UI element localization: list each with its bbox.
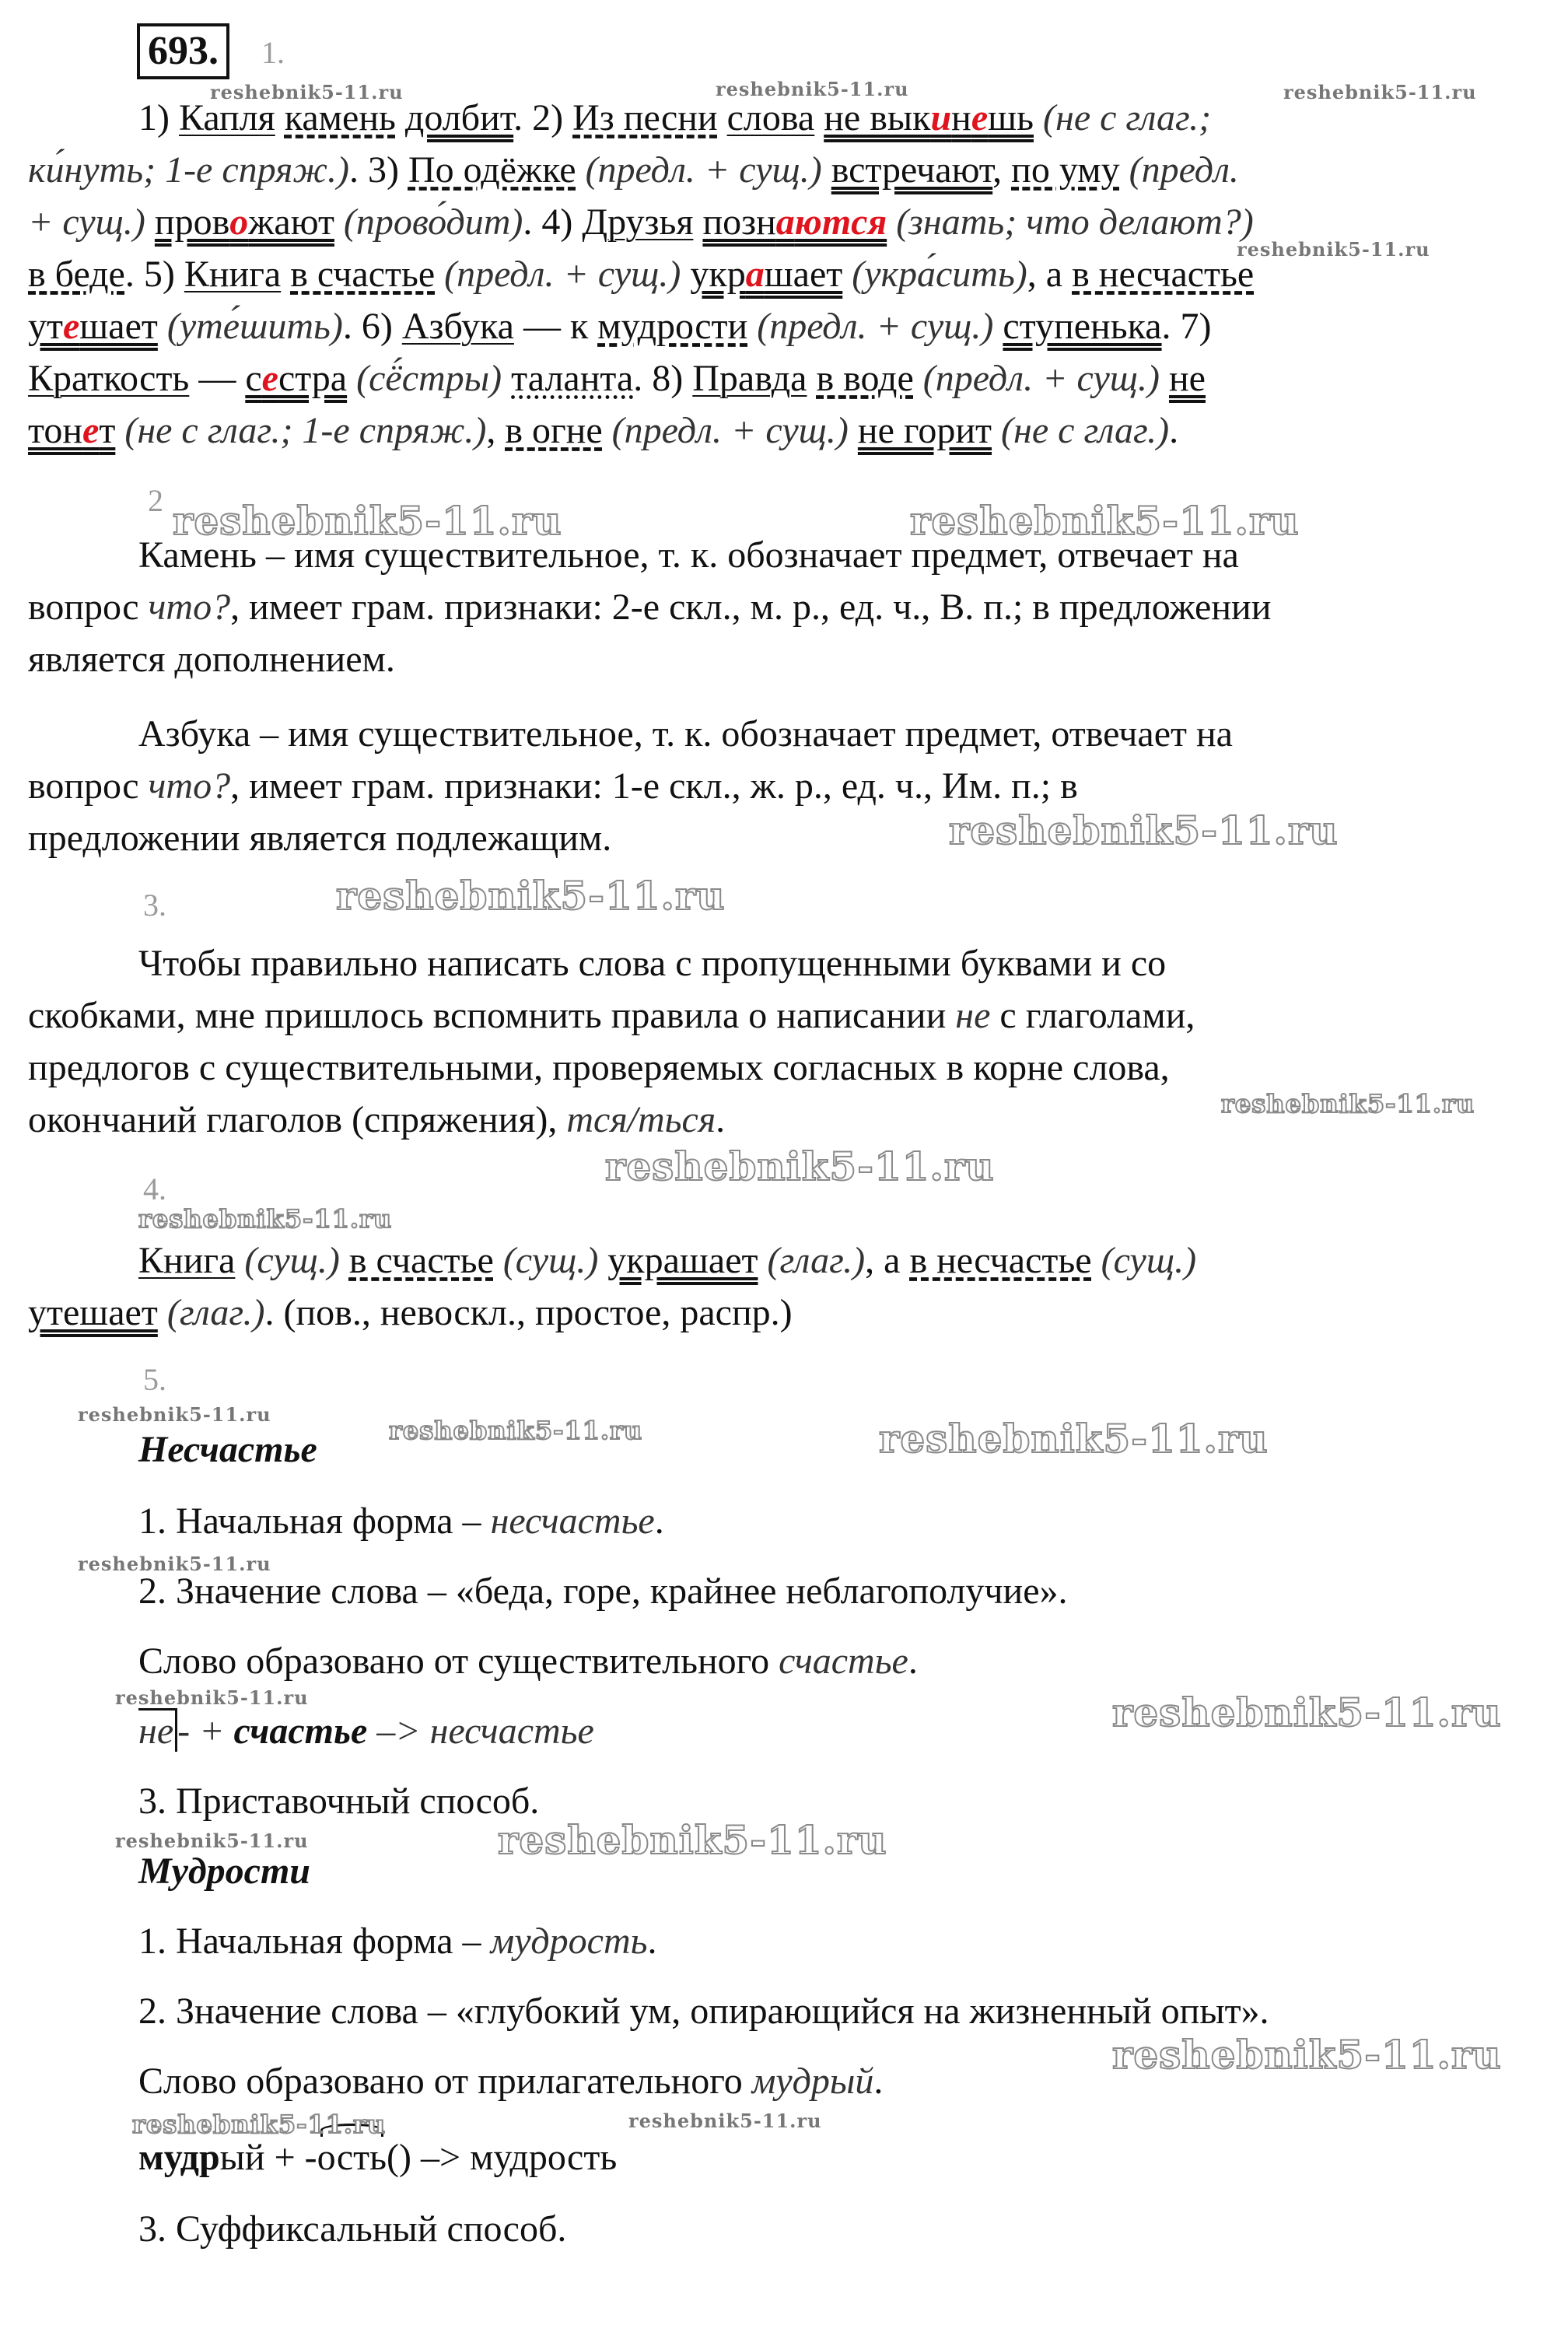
section-4-label: 4. xyxy=(143,1171,166,1206)
watermark: reshebnik5-11.ru xyxy=(1221,1089,1475,1119)
section-3-label: 3. xyxy=(143,888,166,923)
p1-line-6: Краткость — сестра (сё́стры) таланта. 8) Правда в воде (предл. + сущ.) не xyxy=(28,358,1206,399)
p1-line-4: в беде. 5) Книга в счастье (предл. + сущ.) украшает (укра́сить), а в несчастье xyxy=(28,254,1255,295)
p1-line-7: тонет (не с глаг.; 1-е спряж.), в огне (предл. + сущ.) не горит (не с глаг.). xyxy=(28,410,1179,451)
section-5-label: 5. xyxy=(143,1362,166,1397)
p1-line-2: ки́нуть; 1-е спряж.). 3) По одёжке (предл. + сущ.) встречают, по уму (предл. xyxy=(28,149,1239,191)
watermark: reshebnik5-11.ru xyxy=(1112,1689,1502,1735)
watermark: reshebnik5-11.ru xyxy=(173,498,562,544)
word-1-initial-form: 1. Начальная форма – несчастье. xyxy=(138,1500,664,1542)
watermark: reshebnik5-11.ru xyxy=(1112,2032,1502,2078)
p4-line-2: утешает (глаг.). (пов., невоскл., простое, распр.) xyxy=(28,1292,793,1333)
watermark: reshebnik5-11.ru xyxy=(879,1416,1269,1462)
word-2-title: Мудрости xyxy=(138,1851,310,1892)
p1-line-5: утешает (уте́шить). 6) Азбука — к мудрости (предл. + сущ.) ступенька. 7) xyxy=(28,306,1212,347)
word-2-meaning: 2. Значение слова – «глубокий ум, опирающийся на жизненный опыт». xyxy=(138,1991,1269,2032)
watermark: reshebnik5-11.ru xyxy=(78,1403,271,1426)
word-1-method: 3. Приставочный способ. xyxy=(138,1781,540,1822)
watermark: reshebnik5-11.ru xyxy=(138,1204,393,1234)
watermark: reshebnik5-11.ru xyxy=(1283,81,1477,103)
word-1-origin: Слово образовано от существительного счастье. xyxy=(138,1640,918,1682)
p2-para2-line-1: Азбука – имя существительное, т. к. обозначает предмет, отвечает на xyxy=(138,713,1233,755)
p3-line-4: окончаний глаголов (спряжения), тся/ться. xyxy=(28,1099,726,1140)
p2-para2-line-2: вопрос что?, имеет грам. признаки: 1-е скл., ж. р., ед. ч., Им. п.; в xyxy=(28,765,1078,807)
watermark: reshebnik5-11.ru xyxy=(605,1143,995,1189)
watermark: reshebnik5-11.ru xyxy=(132,2110,387,2139)
watermark: reshebnik5-11.ru xyxy=(1237,238,1430,261)
watermark: reshebnik5-11.ru xyxy=(910,498,1300,544)
section-1-label: 1. xyxy=(261,35,285,70)
p1-line-3: + сущ.) провожают (прово́дит). 4) Друзья познаются (знать; что делают?) xyxy=(28,201,1254,243)
word-2-initial-form: 1. Начальная форма – мудрость. xyxy=(138,1921,657,1962)
p2-para1-line-2: вопрос что?, имеет грам. признаки: 2-е скл., м. р., ед. ч., В. п.; в предложении xyxy=(28,587,1272,628)
p2-para1-line-1: Камень – имя существительное, т. к. обозначает предмет, отвечает на xyxy=(138,534,1239,576)
watermark: reshebnik5-11.ru xyxy=(716,78,909,100)
watermark: reshebnik5-11.ru xyxy=(628,2110,822,2132)
word-1-meaning: 2. Значение слова – «беда, горе, крайнее неблагополучие». xyxy=(138,1570,1068,1612)
watermark: reshebnik5-11.ru xyxy=(336,873,726,919)
watermark: reshebnik5-11.ru xyxy=(949,807,1339,853)
p4-line-1: Книга (сущ.) в счастье (сущ.) украшает (глаг.), а в несчастье (сущ.) xyxy=(138,1240,1197,1281)
word-1-scheme: не - + счастье –> несчастье xyxy=(28,1705,1552,1757)
watermark: reshebnik5-11.ru xyxy=(389,1416,643,1445)
section-2-label: 2 xyxy=(148,483,163,518)
watermark: reshebnik5-11.ru xyxy=(115,1830,309,1852)
word-2-method: 3. Суффиксальный способ. xyxy=(138,2208,567,2250)
p3-line-2: скобками, мне пришлось вспомнить правила о написании не с глаголами, xyxy=(28,995,1195,1036)
p3-line-3: предлогов с существительными, проверяемых согласных в корне слова, xyxy=(28,1047,1170,1088)
p2-para1-line-3: является дополнением. xyxy=(28,639,395,680)
task-number: 693. xyxy=(137,23,229,79)
p2-para2-line-3: предложении является подлежащим. xyxy=(28,818,612,859)
word-2-scheme: мудрый + -ость() –> мудрость xyxy=(28,2131,1552,2183)
word-1-title: Несчастье xyxy=(138,1429,317,1470)
p1-line-1: 1) Капля камень долбит. 2) Из песни слова не выкинешь (не с глаг.; xyxy=(138,97,1212,138)
p3-line-1: Чтобы правильно написать слова с пропущенными буквами и со xyxy=(138,943,1167,984)
word-2-origin: Слово образовано от прилагательного мудрый. xyxy=(138,2061,884,2102)
watermark: reshebnik5-11.ru xyxy=(78,1553,271,1575)
watermark: reshebnik5-11.ru xyxy=(498,1817,887,1863)
watermark: reshebnik5-11.ru xyxy=(210,81,404,103)
watermark: reshebnik5-11.ru xyxy=(115,1686,309,1709)
